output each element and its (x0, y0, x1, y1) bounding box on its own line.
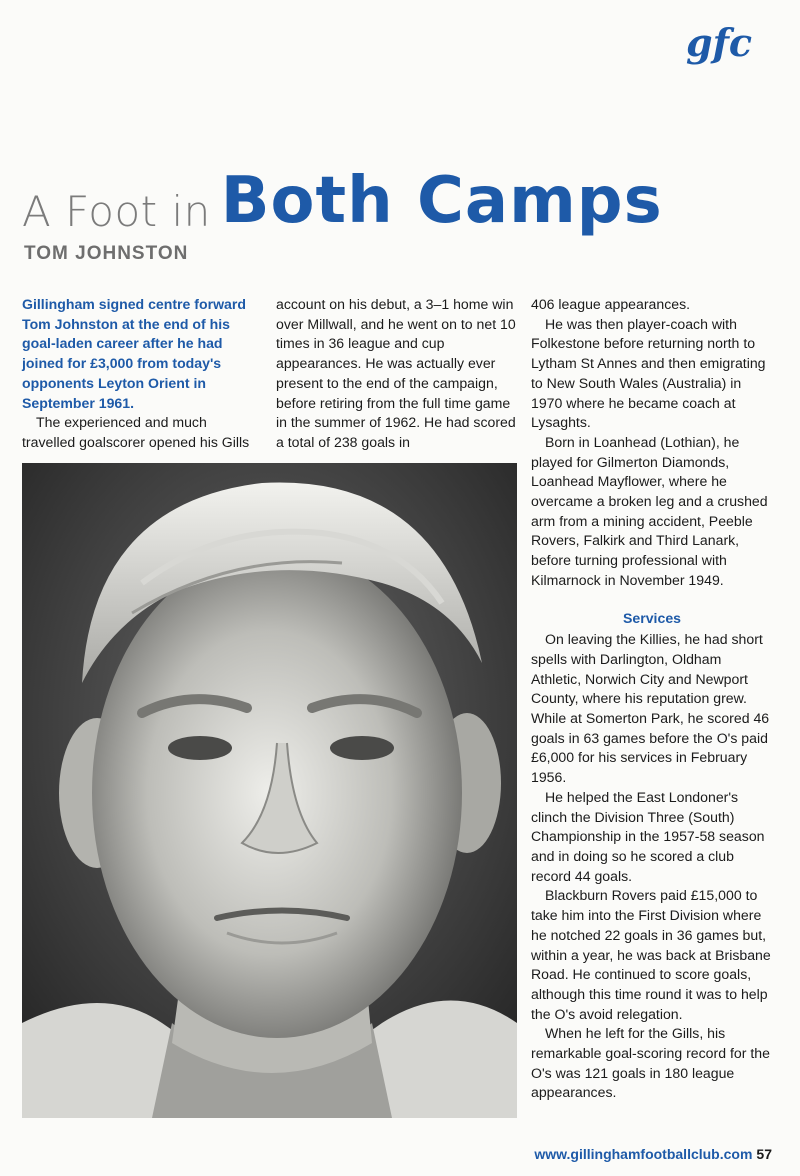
club-logo (684, 22, 764, 72)
paragraph: On leaving the Killies, he had short spells with Darlington, Oldham Athletic, Norwich City and Newport County, where his reputation grew. While at Somerton Park, he scored 46 goals in 63 games before the O's paid £6,000 for his services in February 1956. (531, 631, 770, 786)
column-2 (276, 295, 516, 453)
paragraph: 406 league appearances. (531, 296, 691, 312)
title-bold-text: Both Camps (220, 164, 663, 238)
paragraph: Born in Loanhead (Lothian), he played for Gilmerton Diamonds, Loanhead Mayflower, where he overcame a broken leg and a crushed arm from a mining accident, Peeble Rovers, Falkirk and Third Lanark, before turning professional with Kilmarnock in November 1949. (531, 433, 768, 588)
portrait-illustration (22, 463, 517, 1118)
article-title (22, 164, 663, 242)
title-light-text: A Foot in (22, 187, 211, 236)
column-3 (531, 295, 773, 1103)
footer (534, 1146, 772, 1162)
paragraph: He was then player-coach with Folkestone before returning north to Lytham St Annes and then emigrating to New South Wales (Australia) in 1970 where he became coach at Lysaghts. (531, 315, 766, 431)
page-number: 57 (756, 1146, 772, 1162)
byline: TOM JOHNSTON (24, 243, 189, 264)
subheading: Services (623, 609, 681, 626)
column-1 (22, 295, 262, 453)
paragraph: account on his debut, a 3–1 home win over Millwall, and he went on to net 10 times in 36 league and cup appearances. He was actually ever present to the end of the campaign, before retiring from the full time game in the summer of 1962. He had scored a total of 238 goals in (276, 296, 516, 450)
paragraph: He helped the East Londoner's clinch the Division Three (South) Championship in the 1957-58 season and in doing so he scored a club record 44 goals. (531, 788, 765, 884)
paragraph: The experienced and much travelled goalscorer opened his Gills (22, 414, 250, 450)
svg-text:gfc: gfc (686, 22, 753, 65)
player-portrait-photo (22, 463, 517, 1118)
intro-paragraph: Gillingham signed centre forward Tom Johnston at the end of his goal-laden career after he had joined for £3,000 from today's opponents Leyton Orient in September 1961. (22, 296, 246, 411)
paragraph: Blackburn Rovers paid £15,000 to take him into the First Division where he notched 22 goals in 36 games but, within a year, he was back at Brisbane Road. He continued to score goals, although this time round it was to help the O's avoid relegation. (531, 887, 771, 1022)
paragraph: When he left for the Gills, his remarkable goal-scoring record for the O's was 121 goals in 180 league appearances. (531, 1025, 770, 1101)
website-link[interactable]: www.gillinghamfootballclub.com (534, 1146, 753, 1162)
